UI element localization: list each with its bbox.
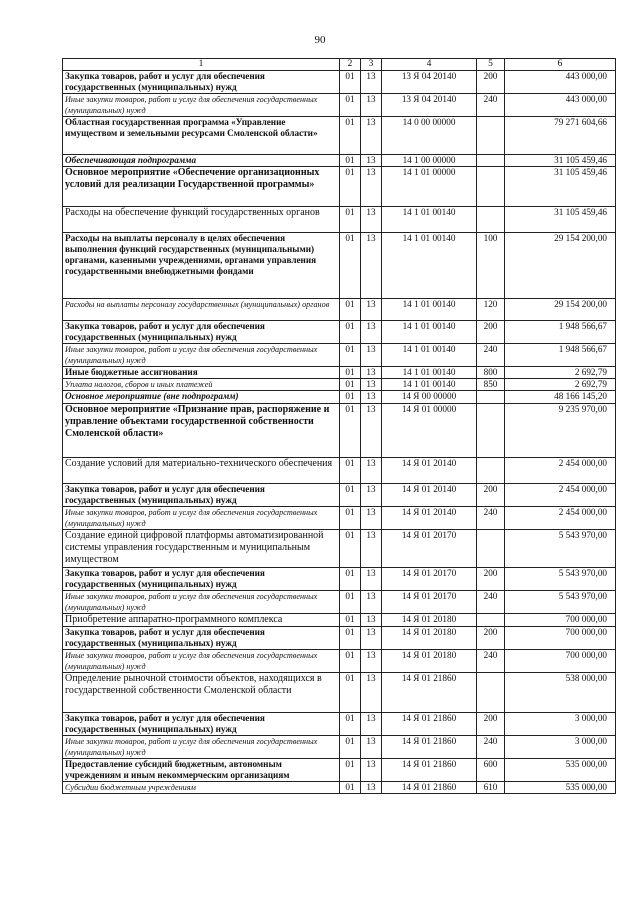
cell-target-article: 14 1 00 00000 — [382, 155, 477, 167]
cell-expense-type: 120 — [477, 299, 505, 321]
cell-target-article: 14 Я 01 20140 — [382, 484, 477, 507]
cell-expense-type: 240 — [477, 591, 505, 614]
cell-amount: 2 454 000,00 — [505, 484, 616, 507]
row-description: Основное мероприятие (вне подпрограмм) — [63, 391, 340, 404]
cell-expense-type: 240 — [477, 507, 505, 530]
cell-section: 01 — [340, 713, 361, 736]
cell-amount: 31 105 459,46 — [505, 167, 616, 207]
cell-expense-type: 200 — [477, 321, 505, 344]
cell-amount: 48 166 145,20 — [505, 391, 616, 404]
row-description: Расходы на выплаты персоналу в целях обеспечения выполнения функций государственных (муниципальными) органами, казенными учреждениями, органами управления государственными внебюджетными фондами — [63, 233, 340, 299]
cell-subsection: 13 — [361, 673, 382, 713]
table-row — [63, 167, 616, 207]
cell-expense-type: 200 — [477, 568, 505, 591]
header-cell: 3 — [361, 59, 382, 71]
table-row — [63, 484, 616, 507]
cell-target-article: 14 Я 01 20170 — [382, 568, 477, 591]
row-description: Определение рыночной стоимости объектов, находящихся в государственной собственности Смоленской области — [63, 673, 340, 713]
table-row — [63, 507, 616, 530]
row-description: Закупка товаров, работ и услуг для обеспечения государственных (муниципальных) нужд — [63, 627, 340, 650]
cell-section: 01 — [340, 299, 361, 321]
cell-expense-type: 800 — [477, 367, 505, 379]
cell-subsection: 13 — [361, 391, 382, 404]
table-row — [63, 713, 616, 736]
row-description: Уплата налогов, сборов и иных платежей — [63, 379, 340, 391]
row-description: Закупка товаров, работ и услуг для обеспечения государственных (муниципальных) нужд — [63, 568, 340, 591]
cell-target-article: 14 1 01 00140 — [382, 367, 477, 379]
row-description: Областная государственная программа «Управление имуществом и земельными ресурсами Смоленской области» — [63, 117, 340, 155]
cell-amount: 443 000,00 — [505, 94, 616, 117]
cell-subsection: 13 — [361, 94, 382, 117]
row-description: Основное мероприятие «Признание прав, распоряжение и управление объектами государственной собственности Смоленской области» — [63, 404, 340, 458]
cell-amount: 1 948 566,67 — [505, 321, 616, 344]
row-description: Приобретение аппаратно-программного комплекса — [63, 614, 340, 627]
table-row — [63, 321, 616, 344]
cell-expense-type — [477, 404, 505, 458]
row-description: Предоставление субсидий бюджетным, автономным учреждениям и иным некоммерческим организациям — [63, 759, 340, 782]
cell-amount: 31 105 459,46 — [505, 207, 616, 233]
cell-subsection: 13 — [361, 650, 382, 673]
table-row — [63, 736, 616, 759]
cell-subsection: 13 — [361, 507, 382, 530]
cell-target-article: 14 Я 01 20180 — [382, 627, 477, 650]
cell-target-article: 14 0 00 00000 — [382, 117, 477, 155]
cell-amount: 700 000,00 — [505, 614, 616, 627]
cell-amount: 535 000,00 — [505, 759, 616, 782]
cell-amount: 5 543 970,00 — [505, 568, 616, 591]
cell-section: 01 — [340, 673, 361, 713]
cell-target-article: 14 1 01 00140 — [382, 299, 477, 321]
cell-subsection: 13 — [361, 484, 382, 507]
cell-target-article: 14 Я 01 20170 — [382, 591, 477, 614]
cell-section: 01 — [340, 344, 361, 367]
budget-table — [62, 58, 616, 794]
cell-subsection: 13 — [361, 167, 382, 207]
cell-section: 01 — [340, 627, 361, 650]
cell-expense-type — [477, 207, 505, 233]
page-number: 90 — [314, 34, 326, 46]
cell-target-article: 13 Я 04 20140 — [382, 94, 477, 117]
table-row — [63, 379, 616, 391]
cell-expense-type — [477, 117, 505, 155]
cell-subsection: 13 — [361, 117, 382, 155]
cell-amount: 2 454 000,00 — [505, 507, 616, 530]
cell-section: 01 — [340, 568, 361, 591]
header-cell: 6 — [505, 59, 616, 71]
cell-section: 01 — [340, 391, 361, 404]
cell-expense-type: 240 — [477, 94, 505, 117]
cell-section: 01 — [340, 155, 361, 167]
row-description: Обеспечивающая подпрограмма — [63, 155, 340, 167]
row-description: Субсидии бюджетным учреждениям — [63, 782, 340, 794]
row-description: Иные бюджетные ассигнования — [63, 367, 340, 379]
cell-subsection: 13 — [361, 736, 382, 759]
cell-expense-type — [477, 167, 505, 207]
cell-subsection: 13 — [361, 759, 382, 782]
cell-section: 01 — [340, 614, 361, 627]
cell-target-article: 14 1 01 00140 — [382, 321, 477, 344]
row-description: Иные закупки товаров, работ и услуг для обеспечения государственных (муниципальных) нужд — [63, 591, 340, 614]
table-row — [63, 299, 616, 321]
cell-subsection: 13 — [361, 404, 382, 458]
cell-subsection: 13 — [361, 233, 382, 299]
cell-expense-type — [477, 155, 505, 167]
cell-section: 01 — [340, 507, 361, 530]
cell-target-article: 14 Я 01 20180 — [382, 650, 477, 673]
cell-amount: 9 235 970,00 — [505, 404, 616, 458]
cell-expense-type — [477, 458, 505, 484]
cell-section: 01 — [340, 484, 361, 507]
cell-section: 01 — [340, 458, 361, 484]
cell-target-article: 14 Я 01 20180 — [382, 614, 477, 627]
header-cell: 5 — [477, 59, 505, 71]
cell-expense-type — [477, 391, 505, 404]
cell-target-article: 14 Я 01 21860 — [382, 782, 477, 794]
cell-subsection: 13 — [361, 155, 382, 167]
cell-expense-type — [477, 614, 505, 627]
table-row — [63, 207, 616, 233]
header-cell: 2 — [340, 59, 361, 71]
cell-amount: 31 105 459,46 — [505, 155, 616, 167]
row-description: Расходы на выплаты персоналу государственных (муниципальных) органов — [63, 299, 340, 321]
header-cell: 1 — [63, 59, 340, 71]
cell-subsection: 13 — [361, 782, 382, 794]
row-description: Расходы на обеспечение функций государственных органов — [63, 207, 340, 233]
cell-subsection: 13 — [361, 458, 382, 484]
cell-target-article: 14 Я 01 21860 — [382, 759, 477, 782]
row-description: Иные закупки товаров, работ и услуг для обеспечения государственных (муниципальных) нужд — [63, 94, 340, 117]
cell-section: 01 — [340, 782, 361, 794]
row-description: Иные закупки товаров, работ и услуг для обеспечения государственных (муниципальных) нужд — [63, 650, 340, 673]
cell-expense-type: 200 — [477, 484, 505, 507]
cell-target-article: 14 Я 01 20140 — [382, 507, 477, 530]
cell-section: 01 — [340, 650, 361, 673]
table-row — [63, 344, 616, 367]
table-row — [63, 568, 616, 591]
row-description: Иные закупки товаров, работ и услуг для обеспечения государственных (муниципальных) нужд — [63, 344, 340, 367]
cell-amount: 29 154 200,00 — [505, 299, 616, 321]
cell-target-article: 14 1 01 00140 — [382, 379, 477, 391]
cell-amount: 79 271 604,66 — [505, 117, 616, 155]
row-description: Иные закупки товаров, работ и услуг для обеспечения государственных (муниципальных) нужд — [63, 736, 340, 759]
cell-amount: 3 000,00 — [505, 736, 616, 759]
table-header-row — [63, 59, 616, 71]
cell-section: 01 — [340, 591, 361, 614]
cell-target-article: 14 1 01 00140 — [382, 233, 477, 299]
cell-section: 01 — [340, 233, 361, 299]
cell-section: 01 — [340, 404, 361, 458]
cell-section: 01 — [340, 736, 361, 759]
cell-section: 01 — [340, 94, 361, 117]
cell-subsection: 13 — [361, 71, 382, 94]
table-row — [63, 404, 616, 458]
cell-section: 01 — [340, 71, 361, 94]
cell-expense-type — [477, 673, 505, 713]
cell-section: 01 — [340, 367, 361, 379]
cell-expense-type: 240 — [477, 344, 505, 367]
cell-target-article: 14 1 01 00140 — [382, 207, 477, 233]
cell-subsection: 13 — [361, 379, 382, 391]
table-row — [63, 530, 616, 568]
cell-amount: 2 692,79 — [505, 367, 616, 379]
table-row — [63, 367, 616, 379]
table-row — [63, 627, 616, 650]
cell-amount: 29 154 200,00 — [505, 233, 616, 299]
table-row — [63, 650, 616, 673]
cell-subsection: 13 — [361, 530, 382, 568]
cell-section: 01 — [340, 759, 361, 782]
cell-target-article: 14 Я 01 20170 — [382, 530, 477, 568]
row-description: Основное мероприятие «Обеспечение организационных условий для реализации Государственной программы» — [63, 167, 340, 207]
cell-amount: 443 000,00 — [505, 71, 616, 94]
cell-target-article: 14 Я 01 21860 — [382, 713, 477, 736]
row-description: Создание единой цифровой платформы автоматизированной системы управления государственным и муниципальным имуществом — [63, 530, 340, 568]
table-row — [63, 591, 616, 614]
row-description: Закупка товаров, работ и услуг для обеспечения государственных (муниципальных) нужд — [63, 484, 340, 507]
table-row — [63, 94, 616, 117]
cell-section: 01 — [340, 167, 361, 207]
cell-target-article: 14 Я 01 21860 — [382, 673, 477, 713]
cell-expense-type: 200 — [477, 713, 505, 736]
row-description: Закупка товаров, работ и услуг для обеспечения государственных (муниципальных) нужд — [63, 71, 340, 94]
cell-expense-type: 200 — [477, 627, 505, 650]
cell-amount: 535 000,00 — [505, 782, 616, 794]
cell-section: 01 — [340, 207, 361, 233]
table-row — [63, 117, 616, 155]
cell-section: 01 — [340, 530, 361, 568]
table-row — [63, 233, 616, 299]
row-description: Закупка товаров, работ и услуг для обеспечения государственных (муниципальных) нужд — [63, 321, 340, 344]
cell-subsection: 13 — [361, 614, 382, 627]
cell-target-article: 14 Я 01 00000 — [382, 404, 477, 458]
cell-amount: 2 454 000,00 — [505, 458, 616, 484]
cell-amount: 1 948 566,67 — [505, 344, 616, 367]
cell-subsection: 13 — [361, 321, 382, 344]
cell-subsection: 13 — [361, 344, 382, 367]
cell-subsection: 13 — [361, 713, 382, 736]
cell-target-article: 14 Я 01 21860 — [382, 736, 477, 759]
header-cell: 4 — [382, 59, 477, 71]
cell-subsection: 13 — [361, 207, 382, 233]
table-row — [63, 391, 616, 404]
row-description: Иные закупки товаров, работ и услуг для обеспечения государственных (муниципальных) нужд — [63, 507, 340, 530]
cell-expense-type: 610 — [477, 782, 505, 794]
cell-section: 01 — [340, 379, 361, 391]
row-description: Закупка товаров, работ и услуг для обеспечения государственных (муниципальных) нужд — [63, 713, 340, 736]
table-row — [63, 782, 616, 794]
cell-amount: 700 000,00 — [505, 650, 616, 673]
cell-target-article: 14 Я 00 00000 — [382, 391, 477, 404]
cell-expense-type: 100 — [477, 233, 505, 299]
row-description: Создание условий для материально-технического обеспечения — [63, 458, 340, 484]
cell-expense-type: 850 — [477, 379, 505, 391]
table-row — [63, 458, 616, 484]
cell-subsection: 13 — [361, 367, 382, 379]
table-row — [63, 155, 616, 167]
cell-amount: 700 000,00 — [505, 627, 616, 650]
cell-subsection: 13 — [361, 299, 382, 321]
cell-amount: 5 543 970,00 — [505, 530, 616, 568]
cell-target-article: 14 1 01 00000 — [382, 167, 477, 207]
cell-subsection: 13 — [361, 591, 382, 614]
cell-target-article: 14 1 01 00140 — [382, 344, 477, 367]
cell-target-article: 14 Я 01 20140 — [382, 458, 477, 484]
cell-subsection: 13 — [361, 627, 382, 650]
table-row — [63, 614, 616, 627]
cell-amount: 3 000,00 — [505, 713, 616, 736]
cell-amount: 2 692,79 — [505, 379, 616, 391]
cell-expense-type — [477, 530, 505, 568]
cell-amount: 5 543 970,00 — [505, 591, 616, 614]
cell-section: 01 — [340, 321, 361, 344]
table-row — [63, 71, 616, 94]
cell-target-article: 13 Я 04 20140 — [382, 71, 477, 94]
cell-expense-type: 600 — [477, 759, 505, 782]
cell-expense-type: 240 — [477, 650, 505, 673]
cell-section: 01 — [340, 117, 361, 155]
table-row — [63, 759, 616, 782]
cell-subsection: 13 — [361, 568, 382, 591]
cell-expense-type: 240 — [477, 736, 505, 759]
cell-expense-type: 200 — [477, 71, 505, 94]
cell-amount: 538 000,00 — [505, 673, 616, 713]
table-row — [63, 673, 616, 713]
